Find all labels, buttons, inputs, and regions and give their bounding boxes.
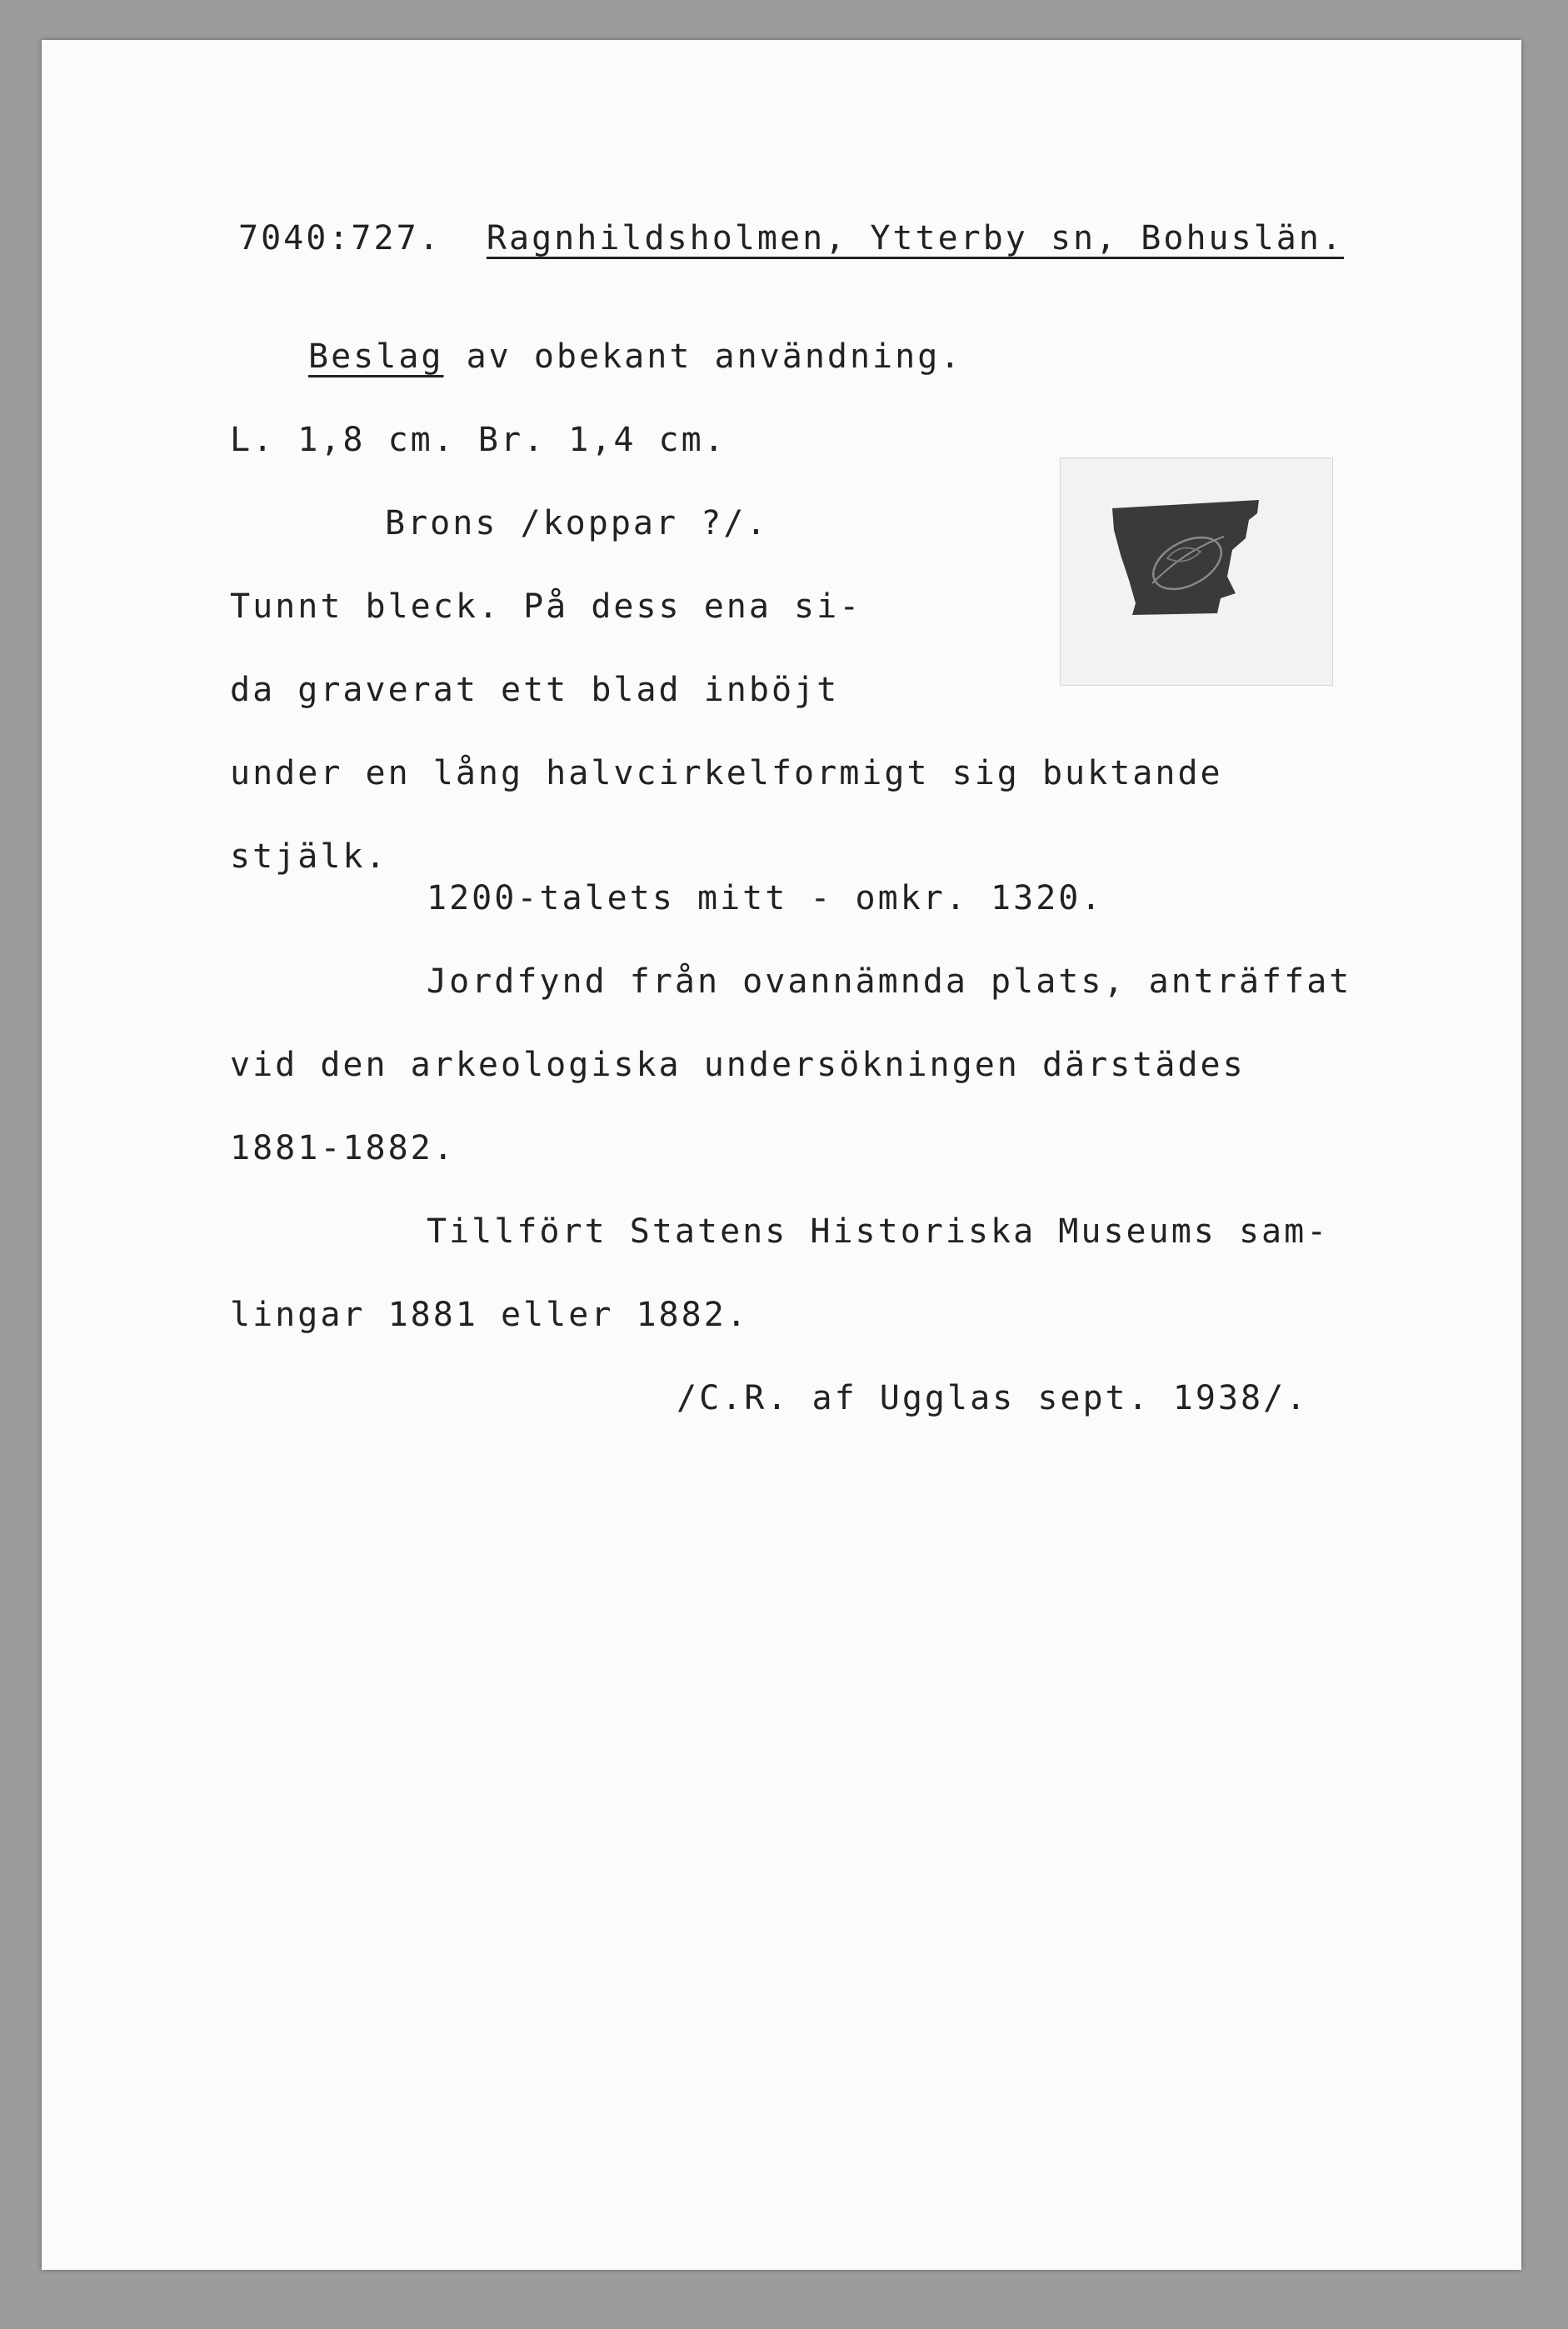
description-line: Tunnt bleck. På dess ena si-: [230, 587, 862, 626]
acquisition-line: Tillfört Statens Historiska Museums sam-: [427, 1212, 1330, 1251]
acquisition-line: lingar 1881 eller 1882.: [230, 1296, 749, 1334]
object-description: av obekant användning.: [443, 337, 963, 376]
description-line: stjälk.: [230, 837, 388, 876]
description-line: under en lång halvcirkelformigt sig buktande: [230, 754, 1223, 792]
object-photo-image: [1061, 458, 1332, 685]
description-line: da graverat ett blad inböjt: [230, 671, 840, 709]
object-title: [308, 337, 962, 377]
object-type: Beslag: [308, 337, 444, 376]
dating: 1200-talets mitt - omkr. 1320.: [427, 879, 1104, 917]
bronze-fragment: [1112, 500, 1259, 615]
find-location: Ragnhildsholmen, Ytterby sn, Bohuslän.: [486, 219, 1345, 257]
catalog-number: 7040:727.: [238, 219, 442, 257]
signature: /C.R. af Ugglas sept. 1938/.: [677, 1379, 1309, 1417]
find-line: 1881-1882.: [230, 1129, 456, 1167]
material: Brons /koppar ?/.: [385, 504, 769, 542]
object-photo: [1060, 457, 1333, 686]
dimensions: L. 1,8 cm. Br. 1,4 cm.: [230, 421, 727, 459]
find-line: vid den arkeologiska undersökningen därstädes: [230, 1046, 1246, 1084]
find-line: Jordfynd från ovannämnda plats, anträffat: [427, 962, 1352, 1001]
catalog-card: [42, 40, 1521, 2270]
header-line: [238, 218, 1344, 258]
